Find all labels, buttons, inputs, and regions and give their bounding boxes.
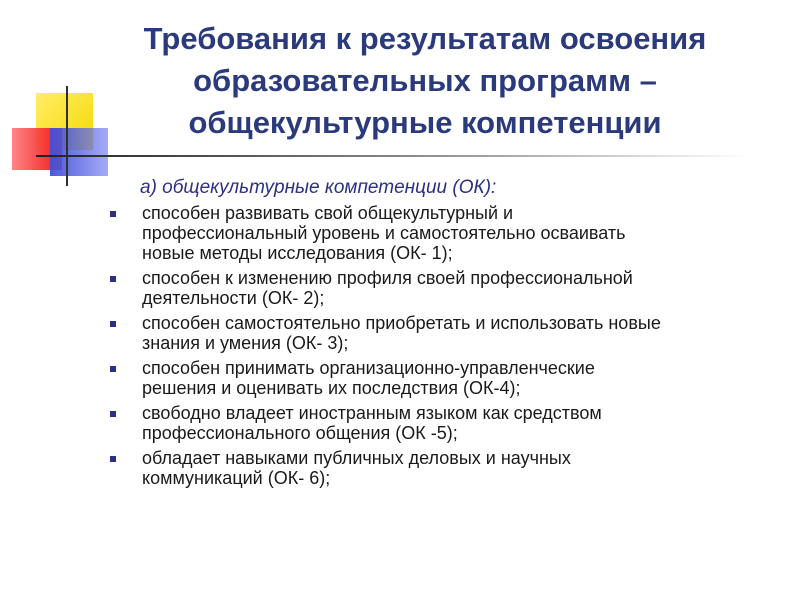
list-item-line: коммуникаций (ОК- 6); [142, 468, 331, 488]
square-bullet-icon [110, 321, 116, 327]
section-subtitle: а) общекультурные компетенции (ОК): [140, 177, 497, 198]
list-item-line: профессиональный уровень и самостоятельно осваивать [142, 223, 626, 243]
decorative-vertical-line [66, 86, 68, 186]
list-item [110, 358, 780, 398]
square-bullet-icon [110, 411, 116, 417]
list-item-line: знания и умения (ОК- 3); [142, 333, 349, 353]
slide-title-line-3: общекультурные компетенции [188, 105, 662, 140]
slide-title-line-1: Требования к результатам освоения [143, 21, 707, 56]
list-item [110, 268, 780, 308]
list-item-line: способен принимать организационно-управленческие [142, 358, 595, 378]
list-item [110, 403, 780, 443]
list-item-line: новые методы исследования (ОК- 1); [142, 243, 453, 263]
list-item [110, 448, 780, 488]
list-item-line: способен развивать свой общекультурный и [142, 203, 514, 223]
list-item-line: деятельности (ОК- 2); [142, 288, 325, 308]
list-item-line: способен самостоятельно приобретать и использовать новые [142, 313, 661, 333]
list-item [110, 203, 780, 263]
list-item-line: способен к изменению профиля своей профессиональной [142, 268, 633, 288]
list-item-line: свободно владеет иностранным языком как средством [142, 403, 602, 423]
competency-list [110, 203, 780, 493]
square-bullet-icon [110, 456, 116, 462]
square-bullet-icon [110, 366, 116, 372]
square-bullet-icon [110, 211, 116, 217]
list-item-line: профессионального общения (ОК -5); [142, 423, 458, 443]
list-item-line: обладает навыками публичных деловых и научных [142, 448, 571, 468]
slide-title [70, 18, 780, 144]
slide-title-line-2: образовательных программ – [193, 63, 657, 98]
square-bullet-icon [110, 276, 116, 282]
list-item [110, 313, 780, 353]
list-item-line: решения и оценивать их последствия (ОК-4); [142, 378, 521, 398]
title-underline [36, 155, 748, 157]
